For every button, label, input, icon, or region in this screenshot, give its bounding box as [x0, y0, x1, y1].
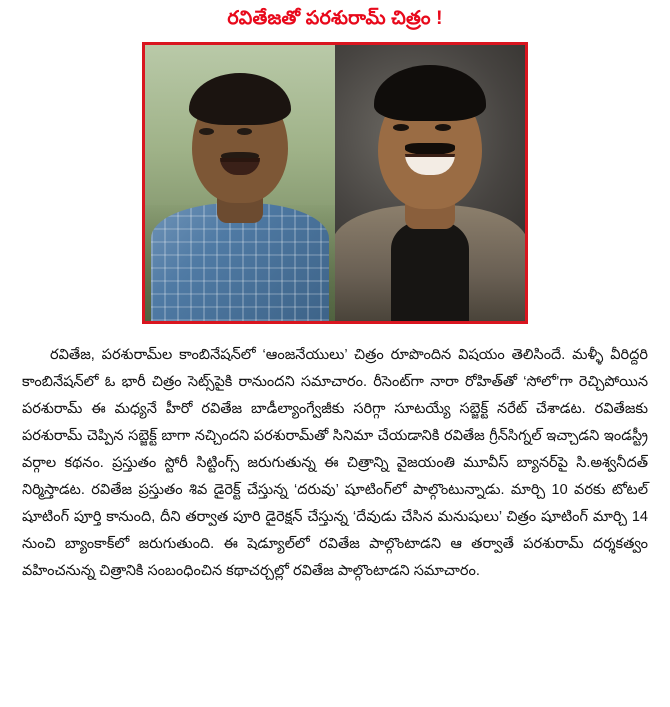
actor-ravi-teja-portrait	[335, 45, 525, 321]
director-parasuram-portrait	[145, 45, 335, 321]
left-eye-left	[199, 128, 214, 135]
right-shirt	[391, 221, 469, 321]
page-title: రవితేజతో పరశురామ్ చిత్రం !	[227, 8, 443, 29]
article-body	[22, 342, 648, 585]
article-paragraph: రవితేజ, పరశురామ్‌ల కాంబినేషన్‌లో ‘ఆంజనేయులు’ చిత్రం రూపొందిన విషయం తెలిసిందే. మళ్ళీ వీరిద్దరి కాంబినేషన్‌లో ఓ భారీ చిత్రం సెట్స్‌పైకి రానుందని సమాచారం. రీసెంట్‌గా నారా రోహిత్‌తో ‘సోలో’గా రెచ్చిపోయిన పరశురామ్ ఈ మధ్యనే హీరో రవితేజ బాడీల్యాంగ్వేజీకు సరిగ్గా సూటయ్యే సబ్జెక్ట్ నరేట్ చేశాడట. రవితేజకు పరశురామ్ చెప్పిన సబ్జెక్ట్ బాగా నచ్చిందని పరశురామ్‌తో సినిమా చేయడానికి రవితేజ గ్రీన్‌సిగ్నల్ ఇచ్చాడని ఇండస్ట్రీ వర్గాల కథనం. ప్రస్తుతం స్టోరీ సిట్టింగ్స్ జరుగుతున్న ఈ చిత్రాన్ని వైజయంతి మూవీస్ బ్యానర్‌పై సి.అశ్వనీదత్ నిర్మిస్తాడట. రవితేజ ప్రస్తుతం శివ డైరెక్ట్ చేస్తున్న ‘దరువు’ షూటింగ్‌లో పాల్గొంటున్నాడు. మార్చి 10 వరకు టోటల్ షూటింగ్ పూర్తి కానుంది, దీని తర్వాత పూరి డైరెక్షన్ చేస్తున్న ‘దేవుడు చేసిన మనుషులు’ చిత్రం షూటింగ్ మార్చి 14 నుంచి బ్యాంకాక్‌లో జరుగుతుంది. ఈ షెడ్యూల్‌లో రవితేజ పాల్గొంటాడని ఆ తర్వాతే పరశురామ్ దర్శకత్వం వహించనున్న చిత్రానికి సంబంధించిన కథాచర్చల్లో రవితేజ పాల్గొంటాడని సమాచారం.	[22, 347, 648, 579]
left-eye-right	[237, 128, 252, 135]
right-eye-right	[435, 124, 451, 131]
right-eye-left	[393, 124, 409, 131]
photo-frame	[142, 42, 528, 324]
